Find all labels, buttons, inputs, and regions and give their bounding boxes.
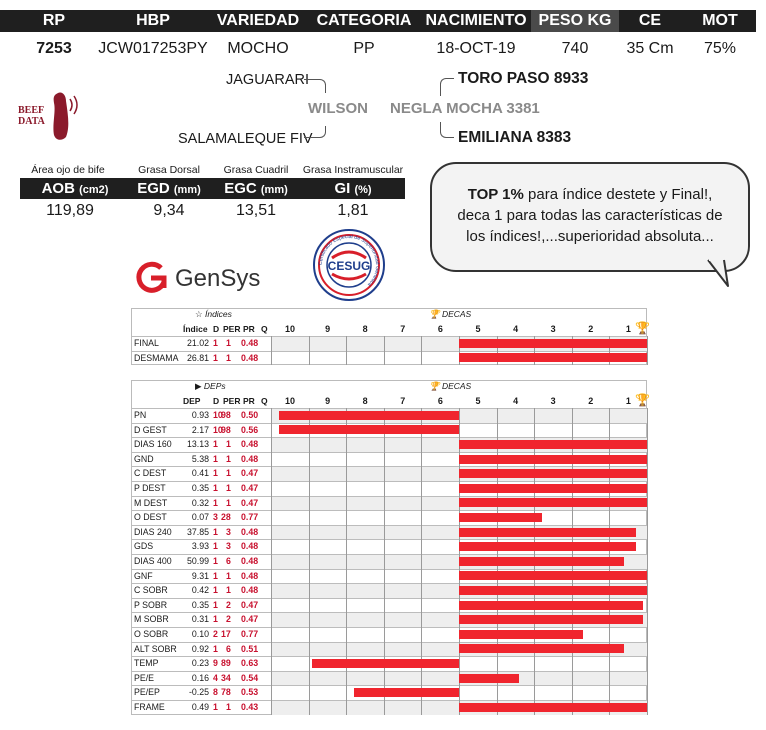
deps-row (131, 408, 271, 422)
deps-row-per: 3 (226, 541, 231, 552)
deps-row-value: 13.13 (186, 439, 209, 450)
deps-row-per: 1 (226, 570, 231, 581)
pedigree-bracket-bottom-left (304, 126, 326, 138)
deps-row (131, 656, 271, 670)
indices-colhead-d: D (213, 324, 220, 334)
deps-row-pr: 0.77 (241, 512, 259, 523)
header-col-categoria: CATEGORIA (316, 12, 412, 29)
indices-gridline (271, 336, 272, 365)
deps-bar (459, 542, 636, 551)
header-col-peso: PESO KG (538, 12, 612, 29)
pedigree-bracket-bottom-right (440, 122, 454, 138)
cesug-seal (312, 228, 386, 302)
deps-row-pr: 0.48 (241, 526, 259, 537)
deps-bar (279, 411, 459, 420)
deps-row-name: O SOBR (134, 629, 169, 639)
deps-row-name: O DEST (134, 512, 167, 523)
deps-row-name: P SOBR (134, 599, 168, 610)
deps-row-name: GNF (134, 570, 153, 581)
deps-bar (354, 688, 459, 697)
indices-row-value: 26.81 (186, 352, 209, 363)
deps-row-pr: 0.50 (241, 410, 259, 420)
deps-gridline (271, 408, 272, 715)
deps-deca-5: 5 (475, 396, 481, 406)
deps-row-d: 1 (213, 453, 218, 464)
indices-row-per: 1 (226, 338, 231, 348)
deps-row-name: DIAS 400 (134, 556, 172, 566)
deps-row-d: 1 (213, 599, 218, 610)
deps-bar (312, 659, 459, 668)
deps-bar (459, 615, 643, 624)
deps-row-d: 1 (213, 614, 218, 625)
indices-row-name: DESMAMA (134, 352, 179, 363)
carcass-unit-gi: (%) (354, 184, 372, 196)
indices-decas-label: 🏆 DECAS (429, 309, 472, 319)
deps-row-name: FRAME (134, 702, 165, 712)
deps-row-d: 4 (213, 672, 218, 683)
deps-row-name: ALT SOBR (134, 643, 177, 654)
indices-deca-1: 1 (625, 324, 631, 334)
deps-row-name: P DEST (134, 483, 166, 493)
bubble-tail (700, 260, 740, 290)
carcass-unit-egc: (mm) (260, 184, 288, 196)
deps-row-per: 1 (226, 453, 231, 464)
header-col-rp: RP (42, 12, 66, 29)
indices-gridline (384, 336, 385, 365)
pedigree-dam-dam: EMILIANA 8383 (458, 129, 572, 146)
deps-gridline (421, 408, 422, 715)
value-peso: 740 (561, 40, 589, 57)
deps-colhead-per: PER (223, 396, 241, 406)
pedigree-dam: NEGLA MOCHA 3381 (390, 100, 540, 117)
gensys-logo-text: GenSys (175, 265, 261, 292)
deps-bar (459, 630, 583, 639)
deps-row-per: 17 (221, 629, 231, 639)
deps-row-value: 9.31 (191, 570, 209, 581)
deps-row-d: 3 (213, 512, 218, 523)
speech-bubble (430, 162, 750, 272)
indices-bar (459, 353, 647, 362)
deps-gridline (346, 408, 347, 715)
deps-row-name: GDS (134, 541, 154, 552)
indices-bar (459, 339, 647, 348)
value-hbp: JCW017253PY (98, 40, 208, 57)
deps-row-pr: 0.51 (241, 643, 259, 654)
header-col-mot: MOT (702, 12, 738, 29)
deps-row-name: PN (134, 410, 147, 420)
deps-row (131, 466, 271, 480)
deps-row-pr: 0.63 (241, 658, 259, 669)
deps-row (131, 510, 271, 524)
deps-row-value: 5.38 (191, 453, 209, 464)
deps-row-value: 0.23 (191, 658, 209, 669)
carcass-value-egc: 13,51 (235, 202, 277, 219)
deps-row-value: 0.92 (191, 643, 209, 654)
deps-deca-2: 2 (588, 396, 594, 406)
deps-row-name: PE/E (134, 672, 155, 683)
deps-row-per: 6 (226, 643, 231, 654)
deps-row-per: 1 (226, 585, 231, 596)
deps-deca-3: 3 (550, 396, 556, 406)
carcass-label-egd: Grasa Dorsal (138, 164, 200, 176)
bubble-line2: deca 1 para todas las características de (457, 207, 723, 224)
deps-row-per: 98 (221, 410, 231, 420)
deps-gridline (309, 408, 310, 715)
carcass-abbr-gi: GI (334, 180, 351, 197)
deps-row-name: DIAS 160 (134, 439, 172, 450)
deps-row-per: 1 (226, 483, 231, 493)
header-col-hbp: HBP (136, 12, 170, 29)
deps-row-name: DIAS 240 (134, 526, 172, 537)
deps-row (131, 612, 271, 626)
carcass-abbr-egc: EGC (224, 180, 257, 197)
indices-row-d: 1 (213, 338, 218, 348)
deps-row-pr: 0.48 (241, 439, 259, 450)
deps-row (131, 569, 271, 583)
deps-bar (459, 557, 624, 566)
deps-colhead-d: D (213, 396, 220, 406)
pedigree-bracket-top-left (304, 79, 326, 93)
deps-row-pr: 0.53 (241, 687, 259, 698)
indices-deca-3: 3 (550, 324, 556, 334)
deps-deca-7: 7 (400, 396, 406, 406)
deps-colhead-q: Q (261, 396, 268, 406)
carcass-unit-aob: (cm2) (79, 184, 109, 196)
beef-data-logo (14, 85, 84, 145)
indices-deca-9: 9 (325, 324, 331, 334)
deps-bar (459, 703, 647, 712)
value-rp: 7253 (36, 40, 72, 57)
deps-row (131, 583, 271, 597)
deps-bar (459, 644, 624, 653)
value-mot: 75% (703, 40, 737, 57)
carcass-abbr-egd: EGD (137, 180, 170, 197)
deps-row-name: PE/EP (134, 687, 160, 698)
indices-deca-10: 10 (284, 324, 295, 334)
indices-deca-7: 7 (400, 324, 406, 334)
deps-row (131, 685, 271, 699)
deps-row-per: 98 (221, 424, 231, 435)
deps-row-pr: 0.48 (241, 570, 259, 581)
deps-row-per: 1 (226, 497, 231, 508)
deps-row-pr: 0.47 (241, 599, 259, 610)
deps-row-d: 10 (213, 424, 223, 435)
deps-row (131, 598, 271, 612)
deps-row-d: 8 (213, 687, 218, 698)
header-col-variedad: VARIEDAD (216, 12, 300, 29)
deps-row-per: 6 (226, 556, 231, 566)
deps-row-value: 0.16 (191, 672, 209, 683)
deps-bar (459, 455, 647, 464)
deps-deca-10: 10 (284, 396, 295, 406)
indices-gridline (421, 336, 422, 365)
deps-row (131, 642, 271, 656)
indices-row-d: 1 (213, 352, 218, 363)
indices-deca-6: 6 (437, 324, 443, 334)
deps-row-per: 28 (221, 512, 231, 523)
deps-row (131, 437, 271, 451)
carcass-label-gi: Grasa Instramuscular (302, 164, 404, 176)
deps-row-d: 1 (213, 526, 218, 537)
indices-gridline (647, 336, 648, 365)
deps-row-d: 1 (213, 702, 218, 712)
deps-row-per: 34 (221, 672, 231, 683)
deps-colhead-pr: PR (243, 396, 255, 406)
deps-decas-label: 🏆 DECAS (429, 381, 472, 391)
gensys-icon (131, 258, 171, 298)
deps-row-d: 9 (213, 658, 218, 669)
indices-row-per: 1 (226, 352, 231, 363)
deps-row (131, 496, 271, 510)
deps-row-name: M DEST (134, 497, 168, 508)
carcass-value-aob: 119,89 (46, 202, 94, 219)
deps-bar (459, 513, 542, 522)
beef-logo-line1: BEEF (18, 105, 45, 116)
deps-row-pr: 0.56 (241, 424, 259, 435)
deps-row-d: 1 (213, 570, 218, 581)
deps-row-value: 0.31 (191, 614, 209, 625)
header-col-nacimiento: NACIMIENTO (425, 12, 527, 29)
deps-row-pr: 0.47 (241, 614, 259, 625)
indices-deca-5: 5 (475, 324, 481, 334)
deps-row-value: 3.93 (191, 541, 209, 552)
deps-row-pr: 0.43 (241, 702, 259, 712)
deps-bar (279, 425, 459, 434)
deps-row-value: 0.42 (191, 585, 209, 596)
deps-row (131, 481, 271, 495)
deps-row-name: C DEST (134, 468, 167, 479)
deps-deca-4: 4 (513, 396, 519, 406)
deps-row-per: 78 (221, 687, 231, 698)
pedigree-dam-sire: TORO PASO 8933 (458, 70, 589, 87)
deps-bar (459, 498, 647, 507)
deps-row-pr: 0.54 (241, 672, 259, 683)
deps-gridline (647, 408, 648, 715)
carcass-label-egc: Grasa Cuadril (223, 164, 289, 176)
deps-bar (459, 528, 636, 537)
deps-row-d: 1 (213, 483, 218, 493)
deps-row-name: M SOBR (134, 614, 169, 625)
deps-gridline (384, 408, 385, 715)
deps-row (131, 700, 271, 714)
deps-colhead-dep: DEP (183, 396, 201, 406)
deps-row-per: 2 (226, 599, 231, 610)
pedigree-sire-sire: JAGUARARI (226, 72, 309, 88)
value-nacimiento: 18-OCT-19 (436, 40, 516, 57)
deps-row-d: 10 (213, 410, 223, 420)
deps-deca-9: 9 (325, 396, 331, 406)
deps-bar (459, 484, 647, 493)
pedigree-bracket-top-right (440, 78, 454, 96)
indices-deca-2: 2 (588, 324, 594, 334)
deps-row-d: 1 (213, 585, 218, 596)
deps-table (131, 380, 650, 715)
deps-row-value: 0.10 (191, 629, 209, 639)
deps-row-per: 3 (226, 526, 231, 537)
deps-row-value: 0.41 (191, 468, 209, 479)
carcass-value-egd: 9,34 (153, 202, 185, 219)
deps-row-pr: 0.48 (241, 541, 259, 552)
indices-table (131, 308, 650, 368)
beef-logo-line2: DATA (18, 116, 45, 127)
deps-bar (459, 586, 647, 595)
carcass-header (20, 178, 405, 199)
deps-row-value: 37.85 (186, 526, 209, 537)
deps-row (131, 423, 271, 437)
deps-bar (459, 674, 519, 683)
deps-row-name: TEMP (134, 658, 159, 669)
deps-trophy-icon: 🏆 (635, 393, 650, 407)
deps-bar (459, 571, 647, 580)
pedigree-sire: WILSON (308, 100, 368, 117)
pedigree-sire-dam: SALAMALEQUE FIV (178, 131, 313, 147)
value-ce: 35 Cm (626, 40, 674, 57)
deps-row-per: 1 (226, 439, 231, 450)
deps-row-pr: 0.48 (241, 556, 259, 566)
deps-row-value: 2.17 (191, 424, 209, 435)
deps-bar (459, 469, 647, 478)
deps-row-value: 0.35 (191, 599, 209, 610)
deps-row-per: 89 (221, 658, 231, 669)
indices-deca-4: 4 (513, 324, 519, 334)
indices-row-pr: 0.48 (241, 352, 259, 363)
deps-row-d: 1 (213, 468, 218, 479)
deps-row-pr: 0.47 (241, 497, 259, 508)
deps-row (131, 452, 271, 466)
indices-colhead-per: PER (223, 324, 241, 334)
deps-row-value: 0.07 (191, 512, 209, 523)
indices-gridline (346, 336, 347, 365)
deps-row (131, 539, 271, 553)
deps-row (131, 627, 271, 641)
carcass-value-gi: 1,81 (337, 202, 369, 219)
deps-row (131, 671, 271, 685)
indices-trophy-icon: 🏆 (635, 321, 650, 335)
cesug-text: CESUG (327, 259, 371, 273)
deps-row-pr: 0.48 (241, 585, 259, 596)
deps-deca-6: 6 (437, 396, 443, 406)
indices-gridline (309, 336, 310, 365)
deps-row-per: 2 (226, 614, 231, 625)
deps-row-value: 0.35 (191, 483, 209, 493)
cesug-ring-text: Certificado Especial de Superioridad Genética (317, 233, 381, 288)
deps-row-value: 50.99 (186, 556, 209, 566)
deps-row-pr: 0.48 (241, 453, 259, 464)
bubble-bold: TOP 1% (467, 186, 524, 203)
deps-row (131, 525, 271, 539)
deps-row-value: 0.32 (191, 497, 209, 508)
carcass-unit-egd: (mm) (173, 184, 201, 196)
deps-row (131, 554, 271, 568)
header-col-ce: CE (638, 12, 662, 29)
indices-row-name: FINAL (134, 338, 159, 348)
deps-row-d: 1 (213, 541, 218, 552)
carcass-label-aob: Área ojo de bife (31, 164, 105, 176)
deps-bar (459, 440, 647, 449)
indices-row (131, 336, 271, 350)
deps-row-d: 1 (213, 439, 218, 450)
value-variedad: MOCHO (227, 40, 289, 57)
deps-row-value: 0.93 (191, 410, 209, 420)
indices-row (131, 351, 271, 365)
carcass-abbr-aob: AOB (41, 180, 75, 197)
deps-row-name: D GEST (134, 424, 167, 435)
deps-row-value: 0.49 (191, 702, 209, 712)
deps-row-d: 1 (213, 643, 218, 654)
deps-deca-1: 1 (625, 396, 631, 406)
indices-colhead-pr: PR (243, 324, 255, 334)
value-categoria: PP (353, 40, 375, 57)
deps-row-pr: 0.47 (241, 468, 259, 479)
deps-row-name: GND (134, 453, 154, 464)
deps-bar (459, 601, 643, 610)
deps-row-d: 2 (213, 629, 218, 639)
deps-row-pr: 0.77 (241, 629, 259, 639)
deps-row-pr: 0.47 (241, 483, 259, 493)
indices-colhead-q: Q (261, 324, 268, 334)
deps-row-d: 1 (213, 556, 218, 566)
deps-row-value: -0.25 (188, 687, 209, 698)
deps-row-name: C SOBR (134, 585, 168, 596)
deps-row-per: 1 (226, 468, 231, 479)
indices-colhead-índice: Índice (183, 324, 208, 334)
indices-row-pr: 0.48 (241, 338, 259, 348)
indices-row-value: 21.02 (186, 338, 209, 348)
bubble-line3: los índices!,...superioridad absoluta... (466, 228, 714, 245)
indices-title: ☆ Índices (195, 309, 232, 319)
deps-deca-8: 8 (362, 396, 368, 406)
indices-deca-8: 8 (362, 324, 368, 334)
deps-row-per: 1 (226, 702, 231, 712)
deps-row-d: 1 (213, 497, 218, 508)
bubble-line1: para índice destete y Final!, (523, 186, 713, 203)
deps-title: ▶ DEPs (195, 381, 226, 391)
